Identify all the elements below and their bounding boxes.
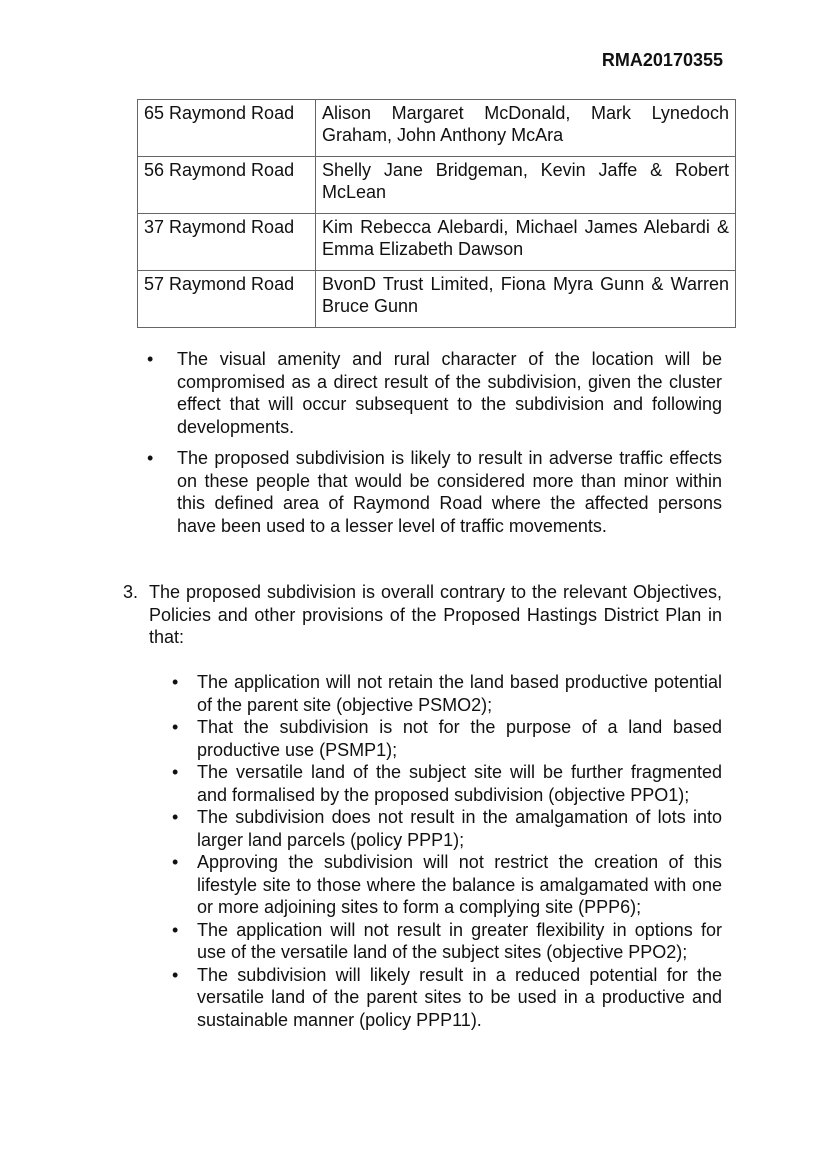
table-row [138,100,736,157]
list-item: • The subdivision will likely result in a reduced potential for the versatile land of the parent sites to be used in a productive and sustainable manner (policy PPP11). [170,964,722,1032]
list-item: • That the subdivision is not for the purpose of a land based productive use (PSMP1); [170,716,722,761]
list-item: • The application will not result in greater flexibility in options for use of the versatile land of the subject sites (objective PPO2); [170,919,722,964]
policy-bullet-list [170,671,722,1031]
table-row [138,157,736,214]
property-address: 65 Raymond Road [138,100,316,157]
document-reference: RMA20170355 [601,50,723,70]
section-number: 3. [123,582,139,602]
list-item: • The subdivision does not result in the amalgamation of lots into larger land parcels (policy PPP1); [170,806,722,851]
section-text: The proposed subdivision is overall contrary to the relevant Objectives, Policies and other provisions of the Proposed Hastings District Plan in that: [149,582,722,647]
affected-properties-table [137,99,736,328]
table-row [138,271,736,328]
section-3-paragraph [123,581,722,649]
property-owners: Kim Rebecca Alebardi, Michael James Alebardi & Emma Elizabeth Dawson [316,214,736,271]
property-owners: Shelly Jane Bridgeman, Kevin Jaffe & Robert McLean [316,157,736,214]
list-item: • The application will not retain the land based productive potential of the parent site (objective PSMO2); [170,671,722,716]
list-item: • The proposed subdivision is likely to result in adverse traffic effects on these people that would be considered more than minor within this defined area of Raymond Road where the affected persons have been used to a lesser level of traffic movements. [145,447,722,537]
property-address: 56 Raymond Road [138,157,316,214]
property-address: 57 Raymond Road [138,271,316,328]
property-address: 37 Raymond Road [138,214,316,271]
property-owners: Alison Margaret McDonald, Mark Lynedoch Graham, John Anthony McAra [316,100,736,157]
property-owners: BvonD Trust Limited, Fiona Myra Gunn & Warren Bruce Gunn [316,271,736,328]
effects-bullet-list [145,348,722,546]
list-item: • The versatile land of the subject site will be further fragmented and formalised by the proposed subdivision (objective PPO1); [170,761,722,806]
list-item: • Approving the subdivision will not restrict the creation of this lifestyle site to those where the balance is amalgamated with one or more adjoining sites to form a complying site (PPP6); [170,851,722,919]
list-item: • The visual amenity and rural character of the location will be compromised as a direct result of the subdivision, given the cluster effect that will occur subsequent to the subdivision and following developments. [145,348,722,438]
table-row [138,214,736,271]
